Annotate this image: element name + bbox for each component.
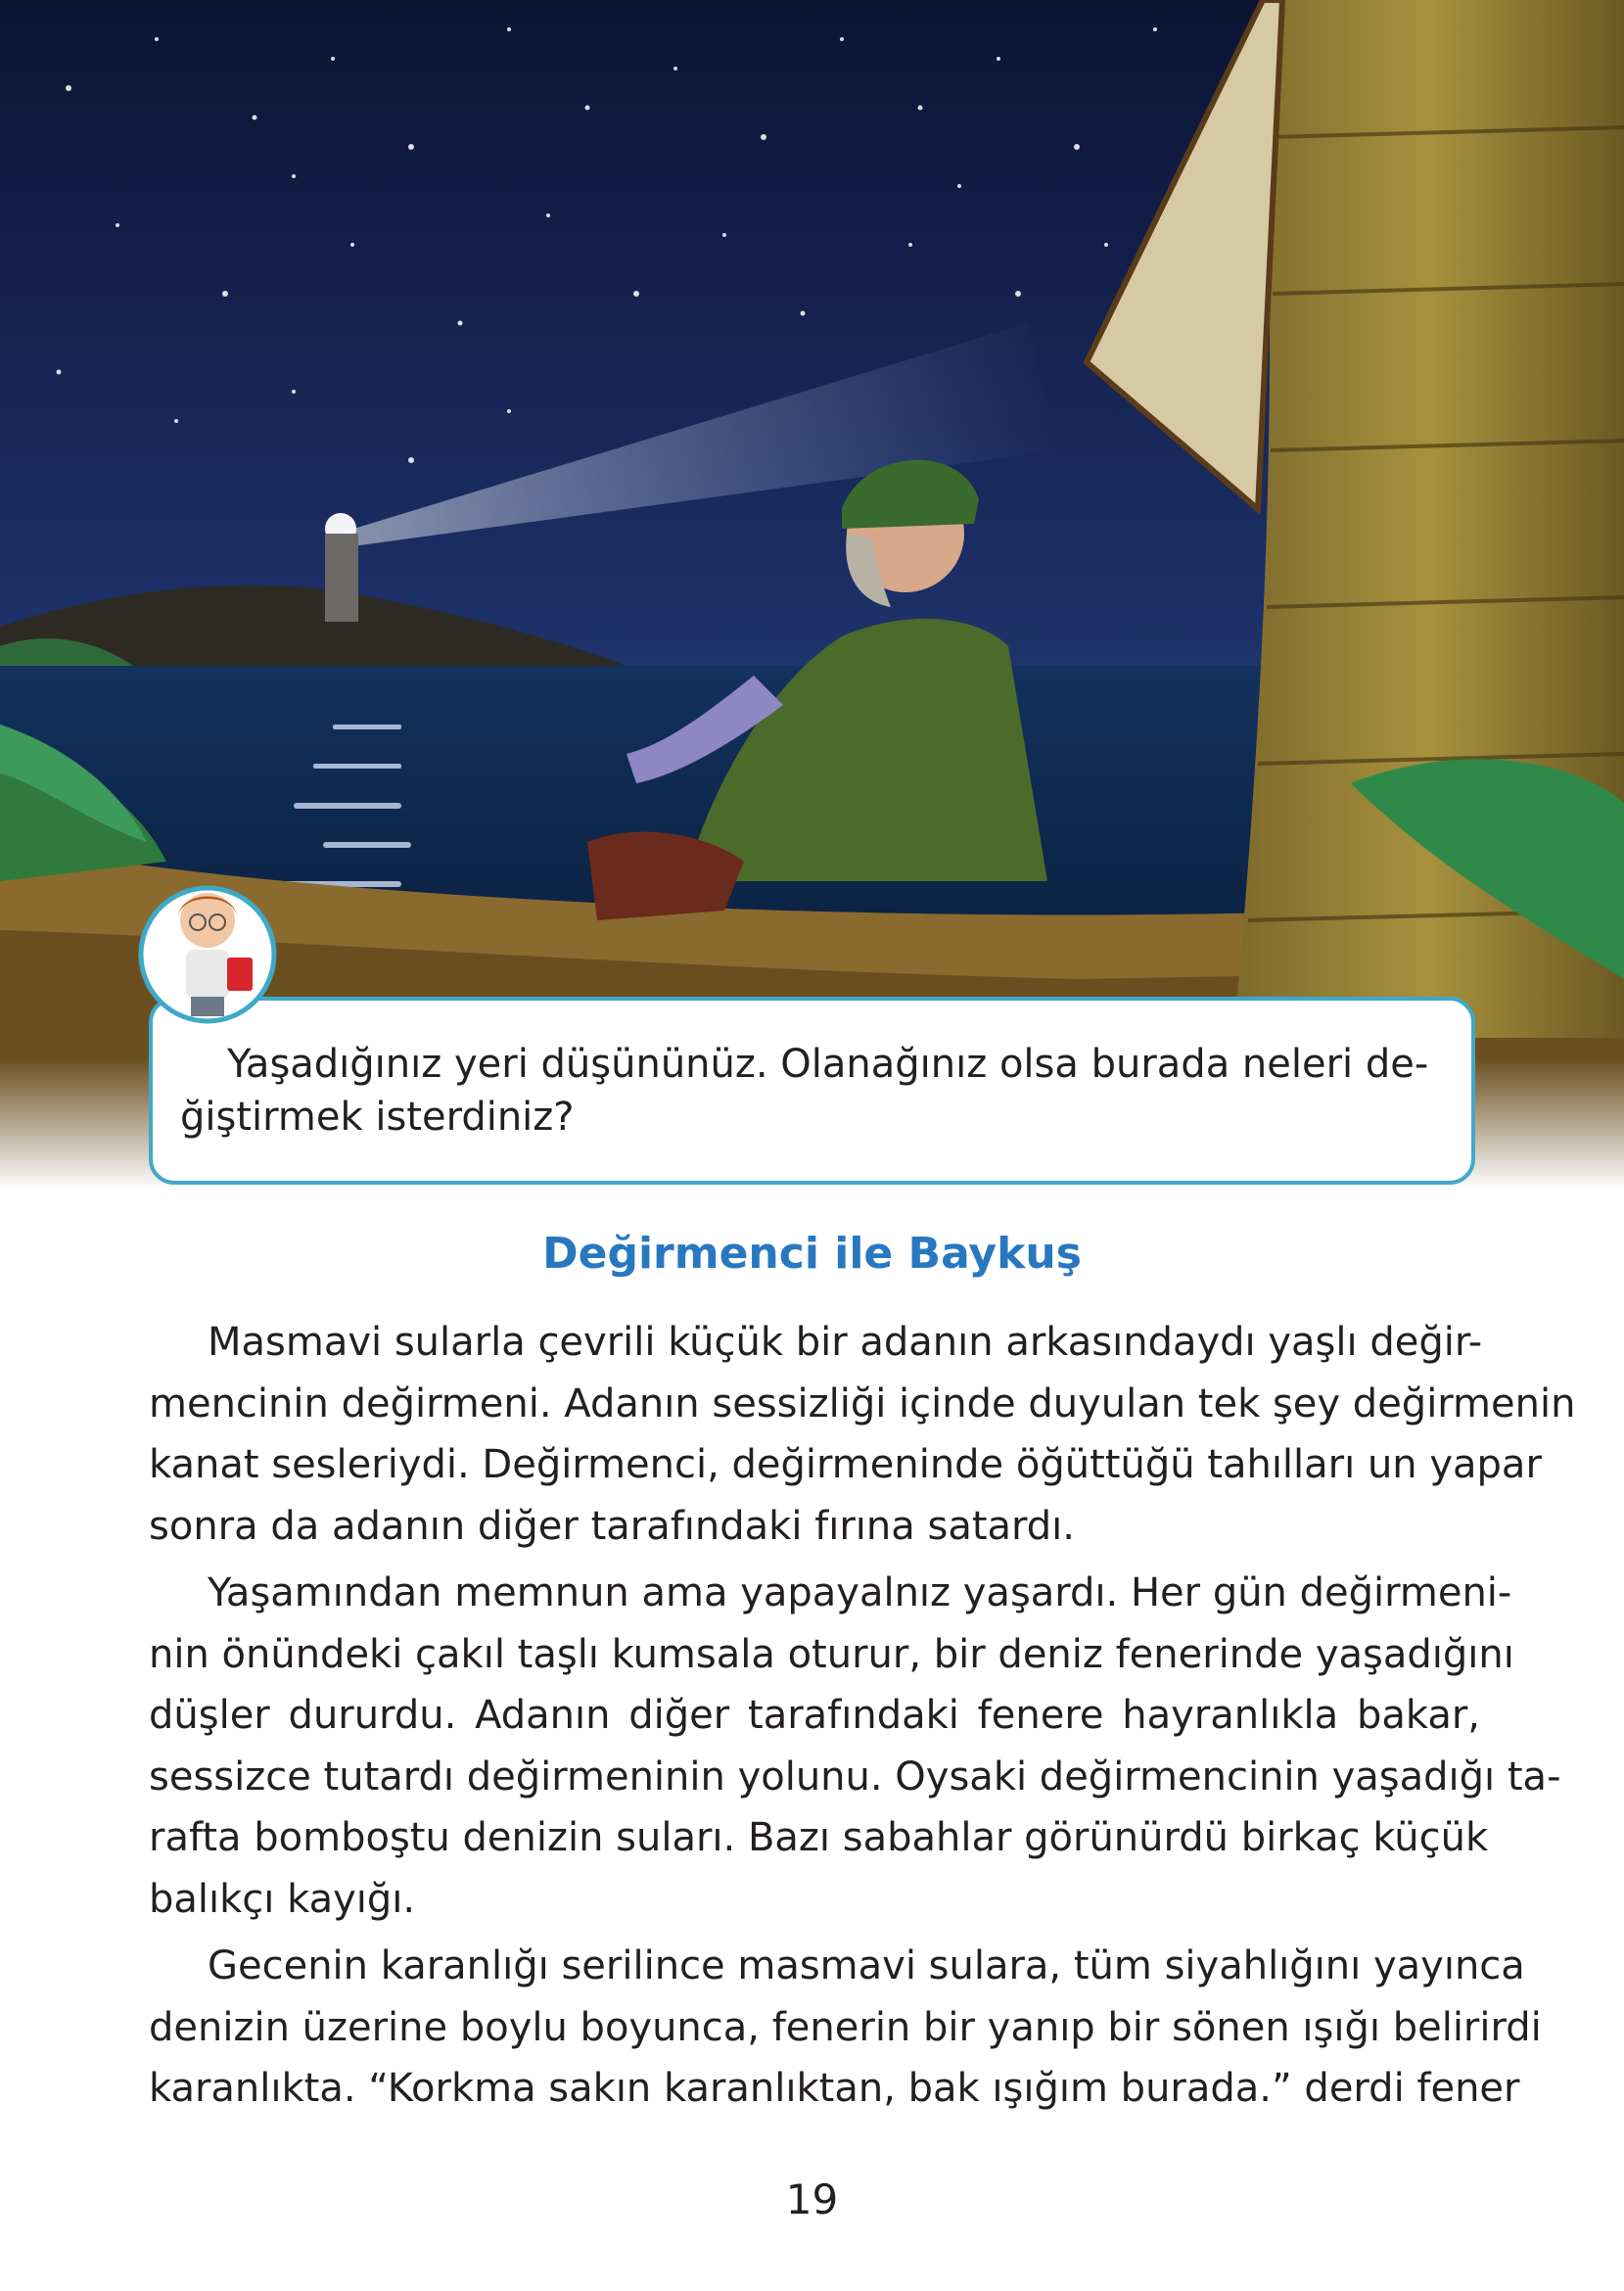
student-avatar (137, 862, 279, 1038)
story-line: rafta bomboştu denizin suları. Bazı sabahlar görünürdü birkaç küçük (149, 1815, 1489, 1860)
story-line: denizin üzerine boylu boyunca, fenerin bir yanıp bir sönen ışığı belirirdi (149, 2004, 1542, 2050)
story-body (149, 1312, 1576, 2126)
prompt-line: Yaşadığınız yeri düşününüz. Olanağınız olsa burada neleri de- (227, 1042, 1429, 1087)
story-line: Gecenin karanlığı serilince masmavi sulara, tüm siyahlığını yayınca (208, 1943, 1525, 1988)
reflection-prompt-box (149, 997, 1475, 1185)
story-line: kanat sesleriydi. Değirmenci, değirmeninde öğüttüğü tahılları un yapar (149, 1442, 1542, 1487)
story-line: Masmavi sularla çevrili küçük bir adanın arkasındaydı yaşlı değir- (208, 1320, 1483, 1365)
page-number: 19 (785, 2175, 839, 2223)
story-line: nin önündeki çakıl taşlı kumsala oturur, bir deniz fenerinde yaşadığını (149, 1631, 1514, 1677)
story-paragraph (149, 1563, 1561, 1930)
story-line: sonra da adanın diğer tarafındaki fırına satardı. (149, 1503, 1075, 1549)
story-line: mencinin değirmeni. Adanın sessizliği içinde duyulan tek şey değirmenin (149, 1380, 1576, 1426)
story-paragraph (149, 1312, 1576, 1557)
story-line: sessizce tutardı değirmeninin yolunu. Oysaki değirmencinin yaşadığı ta- (149, 1753, 1561, 1800)
story-line: balıkçı kayığı. (149, 1876, 416, 1922)
story-paragraph (149, 1936, 1542, 2120)
story-line: Yaşamından memnun ama yapayalnız yaşardı. Her gün değirmeni- (208, 1570, 1512, 1615)
story-title: Değirmenci ile Baykuş (542, 1229, 1082, 1279)
story-line: karanlıkta. “Korkma sakın karanlıktan, bak ışığım burada.” derdi fener (149, 2066, 1520, 2111)
prompt-line: ğiştirmek isterdiniz? (180, 1095, 575, 1140)
story-line: düşler dururdu. Adanın diğer tarafındaki fenere hayranlıkla bakar, (149, 1693, 1480, 1738)
